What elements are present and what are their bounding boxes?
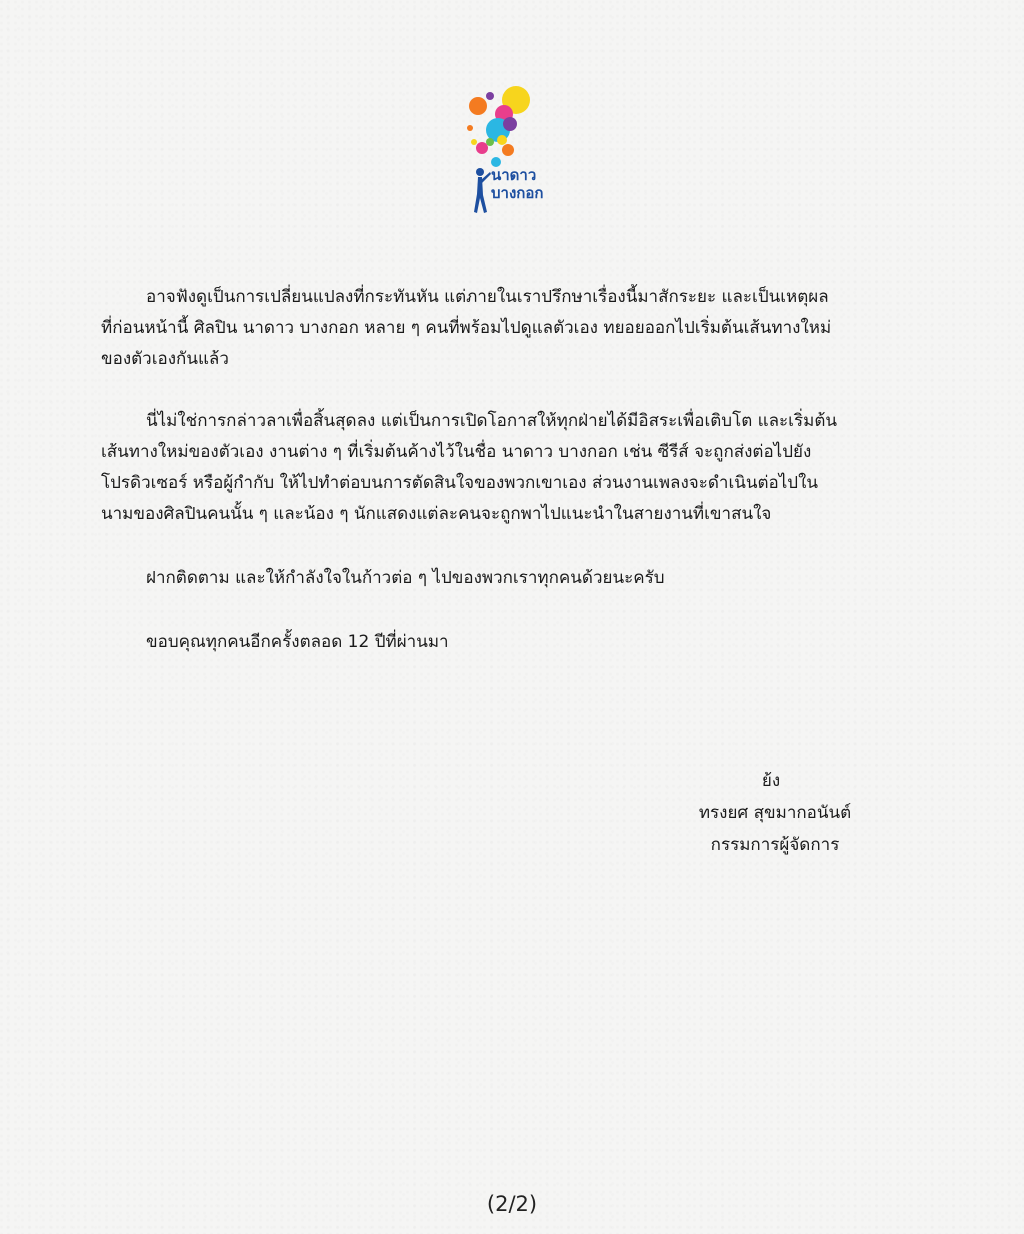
paragraph-2 — [101, 406, 927, 530]
paragraph-4-line-1: ขอบคุณทุกคนอีกครั้งตลอด 12 ปีที่ผ่านมา — [146, 632, 449, 652]
paragraph-2-line-2: เส้นทางใหม่ของตัวเอง งานต่าง ๆ ที่เริ่มต้นค้างไว้ในชื่อ นาดาว บางกอก เช่น ซีรีส์ จะถูกส่งต่อไปยัง — [101, 442, 812, 462]
paragraph-2-line-1: นี่ไม่ใช่การกล่าวลาเพื่อสิ้นสุดลง แต่เป็นการเปิดโอกาสให้ทุกฝ่ายได้มีอิสระเพื่อเติบโต และเริ่มต้น — [146, 411, 837, 431]
page-number: (2/2) — [486, 1192, 538, 1216]
logo-wordmark-line2: บางกอก — [491, 184, 544, 202]
paragraph-1-line-2: ที่ก่อนหน้านี้ ศิลปิน นาดาว บางกอก หลาย ๆ คนที่พร้อมไปดูแลตัวเอง ทยอยออกไปเริ่มต้นเส้นทางใหม่ — [101, 318, 832, 338]
paragraph-2-line-3: โปรดิวเซอร์ หรือผู้กำกับ ให้ไปทำต่อบนการตัดสินใจของพวกเขาเอง ส่วนงานเพลงจะดำเนินต่อไปใน — [101, 473, 819, 493]
signature-nickname: ย้ง — [761, 771, 781, 791]
paragraph-1 — [101, 282, 927, 375]
paragraph-1-line-1: อาจฟังดูเป็นการเปลี่ยนแปลงที่กระทันหัน แต่ภายในเราปรึกษาเรื่องนี้มาสักระยะ และเป็นเหตุผล — [146, 287, 829, 307]
paragraph-3 — [101, 563, 927, 594]
paragraph-2-line-4: นามของศิลปินคนนั้น ๆ และน้อง ๆ นักแสดงแต่ละคนจะถูกพาไปแนะนำในสายงานที่เขาสนใจ — [101, 504, 772, 524]
paragraph-4 — [101, 627, 927, 658]
logo-wordmark-line1: นาดาว — [491, 166, 537, 184]
signature-name: ทรงยศ สุขมากอนันต์ — [698, 803, 852, 823]
paragraph-3-line-1: ฝากติดตาม และให้กำลังใจในก้าวต่อ ๆ ไปของพวกเราทุกคนด้วยนะครับ — [146, 568, 665, 588]
paragraph-1-line-3: ของตัวเองกันแล้ว — [101, 349, 229, 369]
signature-title: กรรมการผู้จัดการ — [710, 835, 840, 855]
nadao-bangkok-logo — [460, 82, 570, 222]
